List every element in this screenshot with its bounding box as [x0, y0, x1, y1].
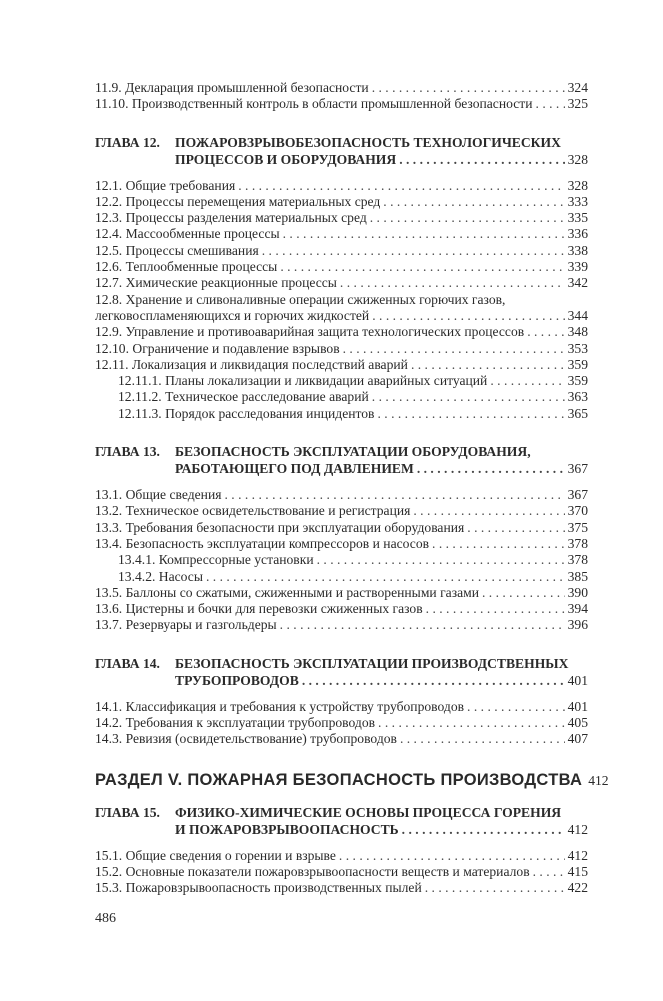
toc-entry[interactable] — [95, 406, 588, 422]
dot-leader — [402, 821, 565, 838]
chapter-heading[interactable] — [95, 443, 588, 477]
toc-entry[interactable] — [95, 96, 588, 112]
toc-entry-page: 359 — [567, 356, 588, 372]
toc-entry[interactable] — [95, 864, 588, 880]
toc-entry-page: 422 — [567, 880, 588, 896]
chapter-heading[interactable] — [95, 804, 588, 838]
toc-entry-title: 12.1. Общие требования — [95, 177, 236, 193]
chapter-title: ФИЗИКО-ХИМИЧЕСКИЕ ОСНОВЫ ПРОЦЕССА ГОРЕНИЯ — [175, 804, 562, 820]
toc-entry[interactable] — [95, 178, 588, 194]
toc-entry-page: 342 — [567, 275, 588, 291]
toc-entry-group — [95, 848, 588, 897]
dot-leader — [372, 80, 565, 96]
toc-entry-title: 12.9. Управление и противоаварийная защита технологических процессов — [95, 324, 525, 340]
toc-entry-page: 401 — [567, 698, 588, 714]
toc-entry-page: 365 — [567, 405, 588, 421]
dot-leader — [340, 275, 565, 291]
chapter-heading-line — [95, 460, 588, 477]
toc-entry-title: 13.4.2. Насосы — [118, 568, 203, 584]
chapter-title: ПРОЦЕССОВ И ОБОРУДОВАНИЯ — [175, 151, 397, 167]
toc-entry-title: 13.4. Безопасность эксплуатации компрессоров и насосов — [95, 535, 430, 551]
dot-leader — [224, 487, 564, 503]
toc-entry[interactable] — [95, 226, 588, 242]
toc-entry-title: 15.2. Основные показатели пожаровзрывоопасности веществ и материалов — [95, 863, 530, 879]
toc-entry-title: 15.1. Общие сведения о горении и взрыве — [95, 847, 336, 863]
toc-entry-group — [95, 80, 588, 113]
toc-entry[interactable] — [95, 585, 588, 601]
part-title: РАЗДЕЛ V. ПОЖАРНАЯ БЕЗОПАСНОСТЬ ПРОИЗВОДСТВА — [95, 770, 583, 789]
chapter-page: 401 — [567, 672, 588, 688]
toc-entry[interactable] — [95, 389, 588, 405]
toc-entry-page: 344 — [567, 307, 588, 323]
toc-entry[interactable] — [95, 357, 588, 373]
toc-entry-group — [95, 178, 588, 422]
chapter-label: ГЛАВА 13. — [95, 444, 160, 460]
toc-entry-page: 339 — [567, 259, 588, 275]
toc-entry-page: 390 — [567, 584, 588, 600]
toc-entry[interactable] — [95, 520, 588, 536]
toc-entry[interactable] — [95, 324, 588, 340]
toc-entry-page: 367 — [567, 487, 588, 503]
chapter-page: 367 — [567, 461, 588, 477]
toc-entry[interactable] — [95, 715, 588, 731]
dot-leader — [482, 585, 565, 601]
toc-entry-page: 394 — [567, 601, 588, 617]
dot-leader — [339, 848, 565, 864]
toc-entry[interactable] — [95, 259, 588, 275]
toc-entry-title: 13.4.1. Компрессорные установки — [118, 552, 314, 568]
toc-entry-title: 12.10. Ограничение и подавление взрывов — [95, 340, 340, 356]
chapter-title: ПОЖАРОВЗРЫВОБЕЗОПАСНОСТЬ ТЕХНОЛОГИЧЕСКИХ — [175, 134, 561, 150]
toc-entry-page: 359 — [567, 373, 588, 389]
dot-leader — [432, 536, 565, 552]
dot-leader — [467, 520, 564, 536]
chapter-heading-line — [95, 804, 588, 821]
toc-entry-page: 348 — [567, 324, 588, 340]
toc-entry-title: 13.2. Техническое освидетельствование и регистрация — [95, 503, 411, 519]
toc-entry-title: 12.2. Процессы перемещения материальных сред — [95, 193, 381, 209]
toc-entry[interactable] — [95, 194, 588, 210]
toc-entry-page: 353 — [567, 340, 588, 356]
dot-leader — [527, 324, 564, 340]
toc-entry-page: 363 — [567, 389, 588, 405]
dot-leader — [372, 308, 564, 324]
dot-leader — [417, 460, 565, 477]
toc-entry-page: 385 — [567, 568, 588, 584]
dot-leader — [467, 699, 565, 715]
toc-entry[interactable] — [95, 503, 588, 519]
toc-entry-title: 13.7. Резервуары и газгольдеры — [95, 617, 277, 633]
dot-leader — [490, 373, 564, 389]
chapter-title: И ПОЖАРОВЗРЫВООПАСНОСТЬ — [175, 821, 399, 837]
dot-leader — [377, 406, 564, 422]
toc-entry-page: 375 — [567, 519, 588, 535]
toc-entry[interactable] — [95, 731, 588, 747]
toc-entry-title: 12.7. Химические реакционные процессы — [95, 275, 337, 291]
toc-entry-page: 370 — [567, 503, 588, 519]
toc-entry[interactable] — [95, 880, 588, 896]
dot-leader — [206, 569, 565, 585]
toc-entry-title: 13.6. Цистерны и бочки для перевозки сжиженных газов — [95, 601, 423, 617]
toc-entry-title: 12.11.3. Порядок расследования инцидентов — [118, 405, 375, 421]
toc-entry-group — [95, 699, 588, 748]
toc-entry[interactable] — [95, 210, 588, 226]
toc-entry-page: 415 — [567, 863, 588, 879]
toc-entry-page: 396 — [567, 617, 588, 633]
toc-entry[interactable] — [95, 243, 588, 259]
toc-entry[interactable] — [95, 617, 588, 633]
dot-leader — [425, 880, 565, 896]
toc-entry-title: 13.5. Баллоны со сжатыми, сжиженными и растворенными газами — [95, 584, 479, 600]
toc-entry-page: 333 — [567, 193, 588, 209]
dot-leader — [426, 601, 565, 617]
dot-leader — [302, 672, 565, 689]
toc-entry-page: 405 — [567, 715, 588, 731]
chapter-label: ГЛАВА 14. — [95, 655, 160, 671]
chapter-heading-line — [95, 655, 588, 672]
toc-entry-page: 335 — [567, 210, 588, 226]
dot-leader — [372, 389, 565, 405]
toc-entry[interactable] — [95, 848, 588, 864]
dot-leader — [536, 96, 565, 112]
toc-entry-title: 13.3. Требования безопасности при эксплуатации оборудования — [95, 519, 465, 535]
toc-entry[interactable] — [95, 569, 588, 585]
chapter-title: РАБОТАЮЩЕГО ПОД ДАВЛЕНИЕМ — [175, 461, 414, 477]
toc-entry-page: 378 — [567, 552, 588, 568]
toc-entry-title: 12.4. Массообменные процессы — [95, 226, 280, 242]
part-heading-line — [95, 770, 609, 790]
toc-entry-title: 12.8. Хранение и сливоналивные операции сжиженных горючих газов, — [95, 291, 506, 307]
chapter-heading-line — [95, 672, 588, 689]
dot-leader — [238, 178, 564, 194]
part-page: 412 — [588, 772, 609, 788]
toc-entry[interactable] — [95, 552, 588, 568]
chapter-title: ТРУБОПРОВОДОВ — [175, 672, 299, 688]
toc-entry-title: 15.3. Пожаровзрывоопасность производственных пылей — [95, 880, 422, 896]
page-number: 486 — [95, 911, 116, 926]
toc-entry-title: 11.9. Декларация промышленной безопасности — [95, 80, 369, 95]
toc-entry[interactable] — [95, 601, 588, 617]
toc-entry[interactable] — [95, 80, 588, 96]
toc-entry-page: 378 — [567, 535, 588, 551]
toc-entry-title: 12.11. Локализация и ликвидация последствий аварий — [95, 356, 408, 372]
part-heading[interactable] — [95, 770, 609, 790]
toc-entry[interactable] — [95, 373, 588, 389]
chapter-heading[interactable] — [95, 655, 588, 689]
chapter-page: 412 — [567, 821, 588, 837]
dot-leader — [411, 357, 565, 373]
toc-entry-page: 325 — [567, 96, 588, 112]
toc-entry-title: 12.6. Теплообменные процессы — [95, 259, 278, 275]
toc-entry-page: 338 — [567, 242, 588, 258]
dot-leader — [317, 552, 565, 568]
chapter-title: БЕЗОПАСНОСТЬ ЭКСПЛУАТАЦИИ ПРОИЗВОДСТВЕННЫХ — [175, 655, 569, 671]
dot-leader — [262, 243, 565, 259]
toc-entry-title: 12.11.2. Техническое расследование аварий — [118, 389, 369, 405]
toc-entry[interactable] — [95, 308, 588, 324]
chapter-heading-line — [95, 134, 588, 151]
toc-entry[interactable] — [95, 292, 588, 308]
toc-entry[interactable] — [95, 341, 588, 357]
toc-entry-title: 14.3. Ревизия (освидетельствование) трубопроводов — [95, 731, 397, 747]
chapter-label: ГЛАВА 15. — [95, 804, 160, 820]
dot-leader — [280, 259, 564, 275]
dot-leader — [413, 503, 564, 519]
toc-entry-title: 12.5. Процессы смешивания — [95, 242, 259, 258]
toc-entry[interactable] — [95, 699, 588, 715]
dot-leader — [378, 715, 565, 731]
toc-entry-page: 412 — [567, 847, 588, 863]
chapter-heading-line — [95, 443, 588, 460]
toc-entry-title: 13.1. Общие сведения — [95, 487, 222, 503]
toc-entry[interactable] — [95, 275, 588, 291]
table-of-contents — [95, 80, 609, 897]
dot-leader — [283, 226, 565, 242]
dot-leader — [280, 617, 565, 633]
chapter-heading-line — [95, 821, 588, 838]
chapter-label: ГЛАВА 12. — [95, 134, 160, 150]
toc-entry-page: 407 — [567, 731, 588, 747]
dot-leader — [399, 151, 564, 168]
chapter-heading[interactable] — [95, 134, 588, 168]
toc-entry-page: 324 — [567, 80, 588, 95]
toc-entry-title: 14.1. Классификация и требования к устройству трубопроводов — [95, 698, 465, 714]
toc-entry-page: 336 — [567, 226, 588, 242]
toc-entry-title: 12.11.1. Планы локализации и ликвидации аварийных ситуаций — [118, 373, 488, 389]
toc-entry-title: 11.10. Производственный контроль в области промышленной безопасности — [95, 96, 533, 112]
toc-entry-page: 328 — [567, 177, 588, 193]
dot-leader — [533, 864, 565, 880]
toc-entry-group — [95, 487, 588, 634]
toc-entry-title: 12.3. Процессы разделения материальных сред — [95, 210, 367, 226]
toc-entry-title: легковоспламеняющихся и горючих жидкостей — [95, 307, 370, 323]
toc-entry[interactable] — [95, 487, 588, 503]
dot-leader — [370, 210, 565, 226]
toc-entry-title: 14.2. Требования к эксплуатации трубопроводов — [95, 715, 376, 731]
dot-leader — [400, 731, 565, 747]
chapter-heading-line — [95, 151, 588, 168]
toc-entry[interactable] — [95, 536, 588, 552]
chapter-page: 328 — [567, 151, 588, 167]
dot-leader — [343, 341, 565, 357]
dot-leader — [383, 194, 564, 210]
chapter-title: БЕЗОПАСНОСТЬ ЭКСПЛУАТАЦИИ ОБОРУДОВАНИЯ, — [175, 444, 531, 460]
